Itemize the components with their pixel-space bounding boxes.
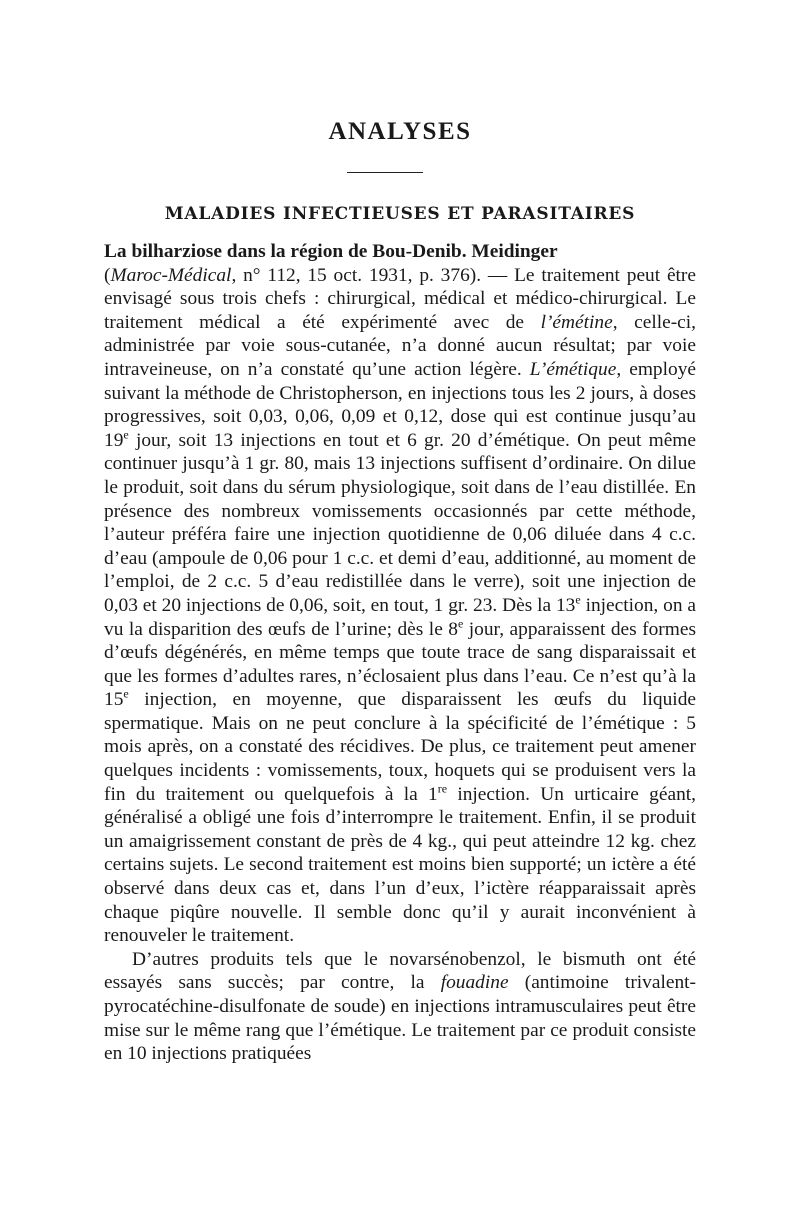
section-heading: MALADIES INFECTIEUSES ET PARASITAIRES [164,204,636,224]
superscript-re: re [437,781,448,796]
paragraph-2-text-b: (antimoine trivalent-pyrocatéchine-disulfonate de soude) en injections intramusculaires peut être mise sur le même rang que l’émétique. Le traitement par ce produit consiste en 10 injections pratiquées [104,972,696,1065]
paragraph-1-text-c: , employé suivant la méthode de Christopherson, en injections tous les 2 jours, à doses progressives, soit 0,03, 0,06, 0,09 et 0,12, dose qui est continue jusqu’au 19 [104,358,696,451]
citation-details: , n° 112, 15 oct. 1931, p. 376). [231,264,482,286]
paragraph-1-text-b: , celle-ci, administrée par voie sous-cutanée, n’a donné aucun résultat; par voie intraveineuse, on n’a constaté qu’une action légère. [104,311,696,380]
title-divider [347,172,423,173]
article-heading: La bilharziose dans la région de Bou-Denib. [104,241,467,262]
emetine-term: l’émétine [540,311,613,333]
paragraph-1-text-d: jour, soit 13 injections en tout et 6 gr. 20 d’émétique. On peut même continuer jusqu’à 1 gr. 80, mais 13 injections suffisent d’ordinaire. On dilue le produit, soit dans du sérum physiologique, soit dans de l’eau distillée. En présence des nombreux vomissements occasionnés par cette méthode, l’auteur préféra faire une injection quotidienne de 0,06 diluée dans 4 c.c. d’eau (ampoule de 0,06 pour 1 c.c. et demi d’eau, additionné, au moment de l’emploi, de 2 c.c. 5 d’eau redistillée dans le verre), soit une injection de 0,03 et 20 injections de 0,06, soit, en tout, 1 gr. 23. Dès la 13 [104,429,696,616]
article-author: Meidinger [471,241,558,262]
superscript-e: e [457,616,464,631]
paragraph-2 [104,948,696,1066]
paragraph-1-text-e: injection, on a vu la disparition des œufs de l’urine; dès le 8 [104,594,696,640]
paragraph-1-text-h: injection. Un urticaire géant, généralisé a obligé une fois d’interrompre le traitement. Enfin, il se produit un amaigrissement constant de près de 4 kg., qui peut atteindre 12 kg. chez certains sujets. Le second traitement est moins bien supporté; un ictère a été observé dans deux cas et, dans l’un d’eux, l’ictère réapparaissait après chaque piqûre nouvelle. Il semble donc qu’il y aurait inconvénient à renouveler le traitement. [104,783,696,947]
paragraph-2-text-a: D’autres produits tels que le novarsénobenzol, le bismuth ont été essayés sans succès; par contre, la [104,948,696,994]
superscript-e: e [123,686,129,701]
superscript-e: e [575,592,581,607]
emetique-term: L’émétique [529,358,617,380]
paragraph-1-text-a: — Le traitement peut être envisagé sous trois chefs : chirurgical, médical et médico-chirurgical. Le traitement médical a été expérimenté avec de [104,264,696,333]
paragraph-1-text-g: injection, en moyenne, que disparaissent les œufs du liquide spermatique. Mais on ne peut conclure à la spécificité de l’émétique : 5 mois après, on a constaté des récidives. De plus, ce traitement peut amener quelques incidents : vomissements, toux, hoquets qui se produisent vers la fin du traitement ou quelquefois à la 1 [104,689,696,805]
fouadine-term: fouadine [440,972,509,994]
page-title: ANALYSES [328,118,472,145]
article-body [104,240,696,1066]
paragraph-1: La bilharziose dans la région de Bou-Denib. Meidinger (Maroc-Médical, n° 112, 15 oct. 1931, p. 376). — Le traitement peut être envisagé sous trois chefs : chirurgical, médical et médico-chirurgical. Le traitement médical a été expérimenté avec de l’émétine, celle-ci, administrée par voie sous-cutanée, n’a donné aucun résultat; par voie intraveineuse, on n’a constaté qu’une action légère. L’émétique, employé suivant la méthode de Christopherson, en injections tous les 2 jours, à doses progressives, soit 0,03, 0,06, 0,09 et 0,12, dose qui est continue jusqu’au 19e jour, soit 13 injections en tout et 6 gr. 20 d’émétique. On peut même continuer jusqu’à 1 gr. 80, mais 13 injections suffisent d’ordinaire. On dilue le produit, soit dans du sérum physiologique, soit dans de l’eau distillée. En présence des nombreux vomissements occasionnés par cette méthode, l’auteur préféra faire une injection quotidienne de 0,06 diluée dans 4 c.c. d’eau (ampoule de 0,06 pour 1 c.c. et demi d’eau, additionné, au moment de l’emploi, de 2 c.c. 5 d’eau redistillée dans le verre), soit une injection de 0,03 et 20 injections de 0,06, soit, en tout, 1 gr. 23. Dès la 13e injection, on a vu la disparition des œufs de l’urine; dès le 8e jour, apparaissent des formes d’œufs dégénérés, en même temps que toute trace de sang disparaissait et que les formes d’adultes rares, n’éclosaient plus dans l’eau. Ce n’est qu’à la 15e injection, en moyenne, que disparaissent les œufs du liquide spermatique. Mais on ne peut conclure à la spécificité de l’émétique : 5 mois après, on a constaté des récidives. De plus, ce traitement peut amener quelques incidents : vomissements, toux, hoquets qui se produisent vers la fin du traitement ou quelquefois à la 1re injection. Un urticaire géant, généralisé a obligé une fois d’interrompre le traitement. Enfin, il se produit un amaigrissement constant de près de 4 kg., qui peut atteindre 12 kg. chez certains sujets. Le second traitement est moins bien supporté; un ictère a été observé dans deux cas et, dans l’un d’eux, l’ictère réapparaissait après chaque piqûre nouvelle. Il semble donc qu’il y aurait inconvénient à renouveler le traitement. [104,241,696,947]
paragraph-1-text-f: jour, apparaissent des formes d’œufs dégénérés, en même temps que toute trace de sang disparaissait et que les formes d’adultes rares, n’éclosaient plus dans l’eau. Ce n’est qu’à la 15 [104,618,696,711]
journal-name: Maroc-Médical [110,264,232,286]
superscript-e: e [123,427,129,442]
